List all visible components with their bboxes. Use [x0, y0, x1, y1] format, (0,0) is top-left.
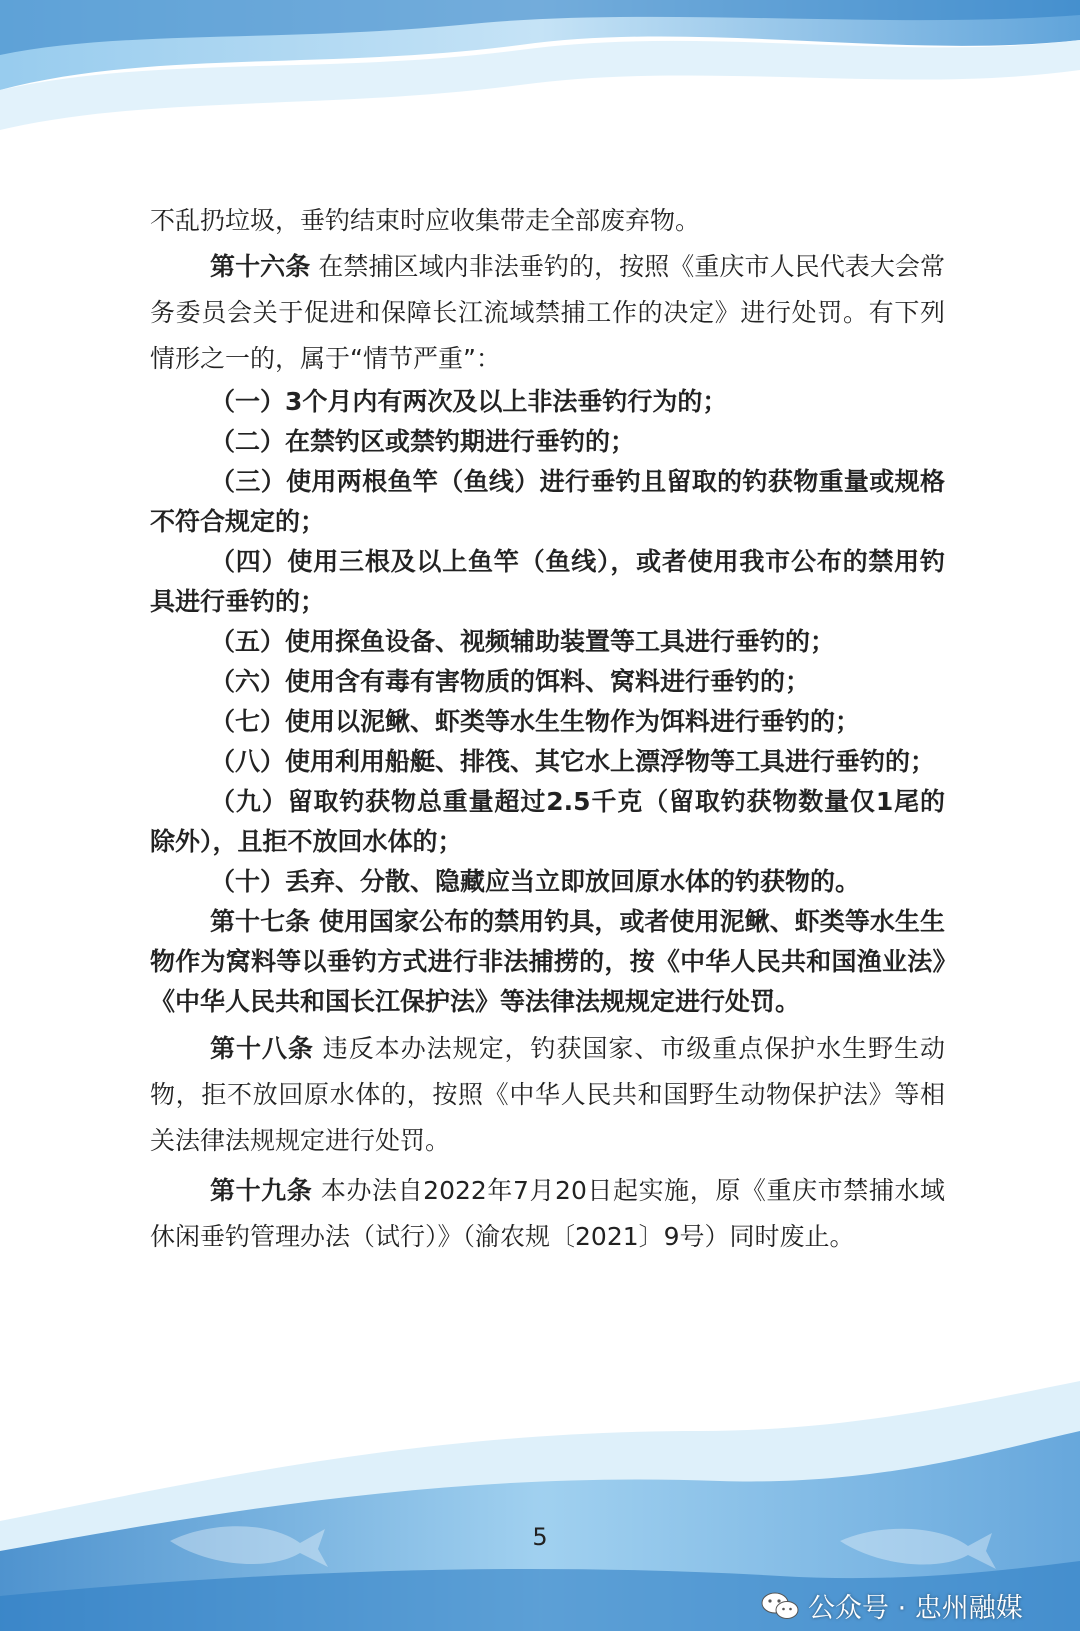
list-item: （七）使用以泥鳅、虾类等水生生物作为饵料进行垂钓的；	[210, 707, 861, 736]
article-heading: 第十七条	[210, 907, 311, 936]
circumstance-list	[150, 382, 945, 902]
watermark	[760, 1586, 1023, 1625]
wechat-icon	[760, 1591, 800, 1621]
article-text: 使用国家公布的禁用钓具，或者使用泥鳅、虾类等水生生物作为窝料等以垂钓方式进行非法捕捞的，按《中华人民共和国渔业法》《中华人民共和国长江保护法》等法律法规规定进行处罚。	[150, 907, 945, 1016]
paragraph-text: 不乱扔垃圾，垂钓结束时应收集带走全部废弃物。	[150, 206, 701, 235]
list-item: （一）3个月内有两次及以上非法垂钓行为的；	[210, 387, 728, 416]
article-17	[150, 902, 945, 1022]
list-item: （八）使用利用船艇、排筏、其它水上漂浮物等工具进行垂钓的；	[210, 747, 936, 776]
article-18	[150, 1026, 945, 1164]
list-item: （六）使用含有毒有害物质的饵料、窝料进行垂钓的；	[210, 667, 811, 696]
article-heading: 第十六条	[210, 252, 311, 281]
list-item: （九）留取钓获物总重量超过2.5千克（留取钓获物数量仅1尾的除外），且拒不放回水体的；	[150, 787, 945, 856]
article-text: 在禁捕区域内非法垂钓的，按照《重庆市人民代表大会常务委员会关于促进和保障长江流域禁捕工作的决定》进行处罚。有下列情形之一的，属于“情节严重”：	[150, 252, 945, 373]
document-body	[150, 198, 945, 1260]
page-number: 5	[532, 1523, 548, 1551]
list-item: （三）使用两根鱼竿（鱼线）进行垂钓且留取的钓获物重量或规格不符合规定的；	[150, 467, 945, 536]
list-item: （十）丢弃、分散、隐藏应当立即放回原水体的钓获物的。	[210, 867, 861, 896]
article-16	[150, 244, 945, 382]
list-item: （二）在禁钓区或禁钓期进行垂钓的；	[210, 427, 636, 456]
watermark-text: 公众号 · 忠州融媒	[808, 1593, 1023, 1624]
paragraph	[150, 198, 945, 244]
article-text: 本办法自2022年7月20日起实施，原《重庆市禁捕水域休闲垂钓管理办法（试行）》（渝农规〔2021〕9号）同时废止。	[150, 1176, 945, 1251]
top-wave-decoration	[0, 0, 1080, 180]
list-item: （五）使用探鱼设备、视频辅助装置等工具进行垂钓的；	[210, 627, 836, 656]
article-19	[150, 1168, 945, 1260]
article-heading: 第十八条	[210, 1034, 314, 1063]
article-text: 违反本办法规定，钓获国家、市级重点保护水生野生动物，拒不放回原水体的，按照《中华人民共和国野生动物保护法》等相关法律法规规定进行处罚。	[150, 1034, 945, 1155]
article-heading: 第十九条	[210, 1176, 313, 1205]
list-item: （四）使用三根及以上鱼竿（鱼线），或者使用我市公布的禁用钓具进行垂钓的；	[150, 547, 945, 616]
